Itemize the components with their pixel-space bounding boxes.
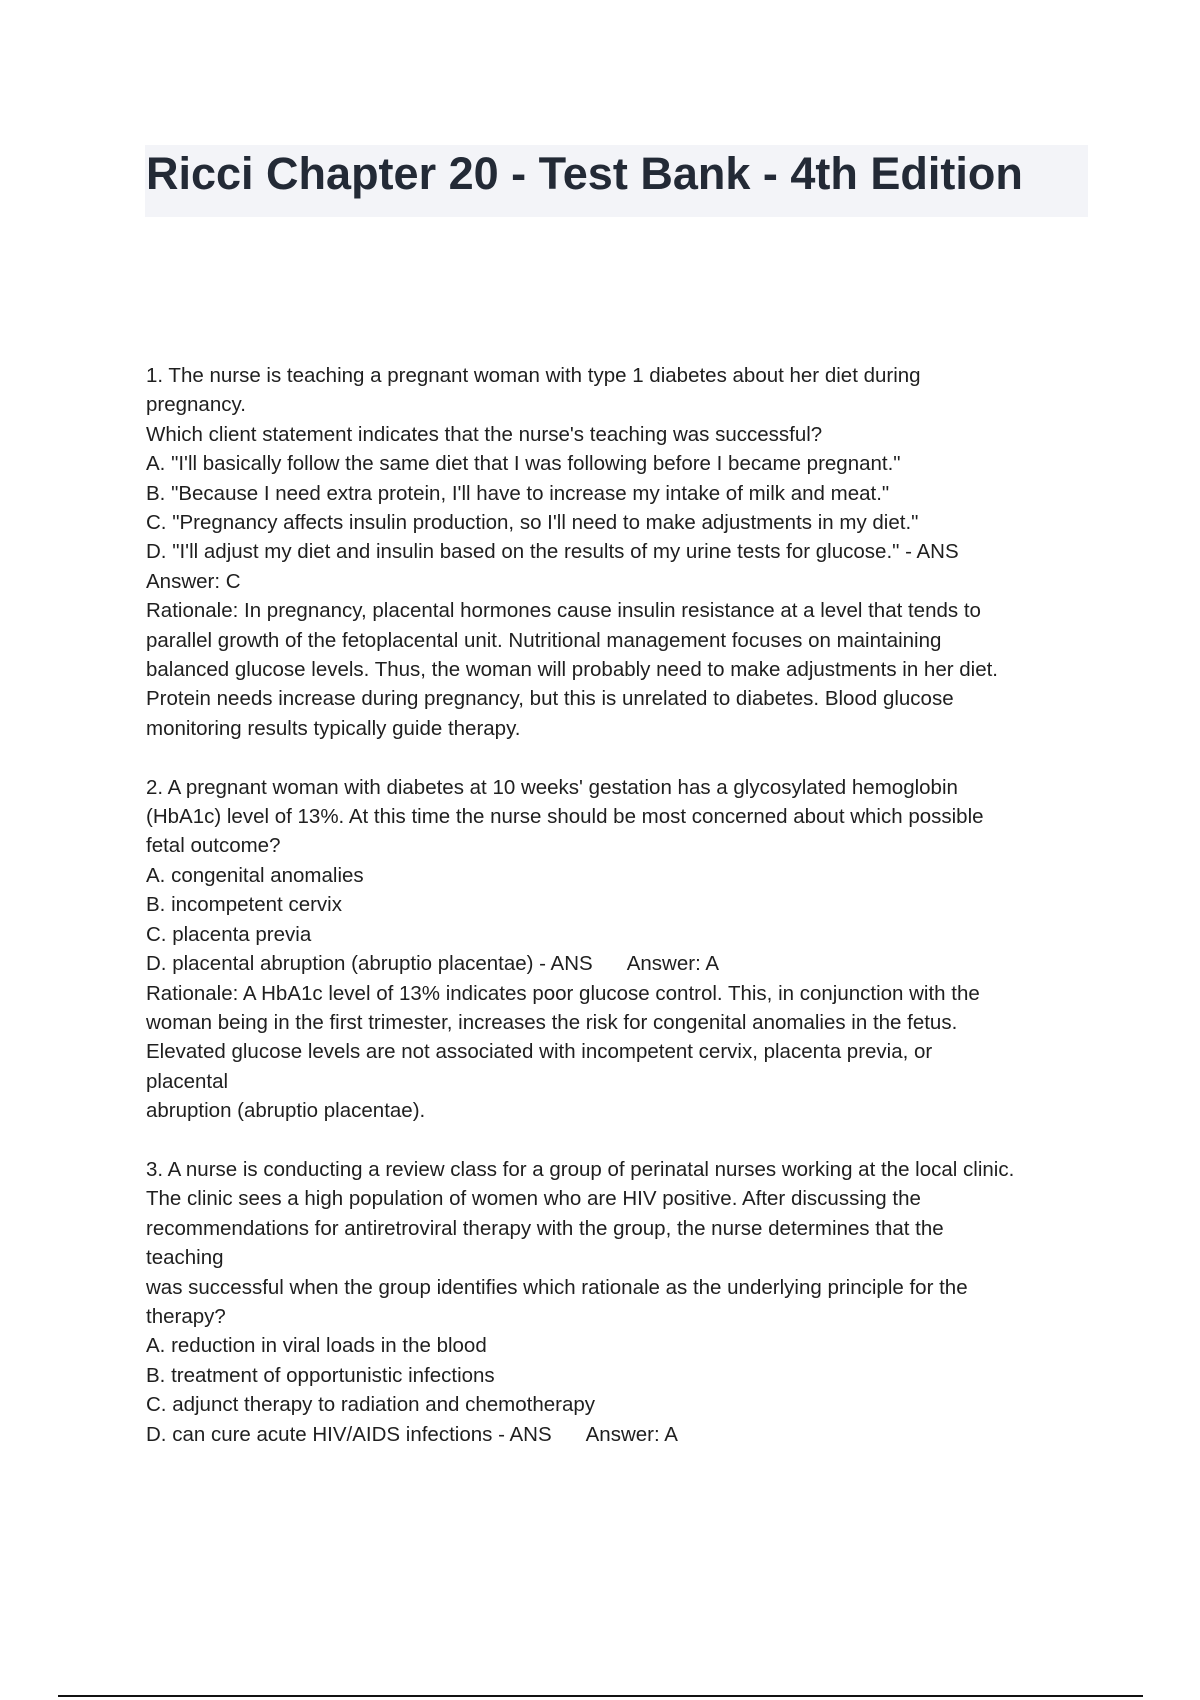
- question-1-option-a: A. "I'll basically follow the same diet that I was following before I became pregnant.": [146, 452, 901, 476]
- question-3-option-c: C. adjunct therapy to radiation and chemotherapy: [146, 1393, 595, 1417]
- question-3-line: was successful when the group identifies which rationale as the underlying principle for the: [146, 1275, 968, 1299]
- question-1-rationale-line: Protein needs increase during pregnancy, but this is unrelated to diabetes. Blood glucose: [146, 687, 954, 711]
- question-2-option-b: B. incompetent cervix: [146, 893, 342, 917]
- question-1: [146, 361, 1096, 743]
- question-1-answer: Answer: C: [146, 569, 241, 593]
- question-3-option-b: B. treatment of opportunistic infections: [146, 1363, 495, 1387]
- question-3-option-a: A. reduction in viral loads in the blood: [146, 1334, 487, 1358]
- question-1-rationale-line: monitoring results typically guide therapy.: [146, 716, 521, 740]
- question-2-rationale-line: Elevated glucose levels are not associated with incompetent cervix, placenta previa, or: [146, 1040, 933, 1064]
- question-2-option-d-row: [146, 949, 1096, 978]
- question-2-line: 2. A pregnant woman with diabetes at 10 weeks' gestation has a glycosylated hemoglobin: [146, 775, 958, 799]
- question-1-line: 1. The nurse is teaching a pregnant woman with type 1 diabetes about her diet during: [146, 364, 921, 387]
- question-2-option-d: D. placental abruption (abruptio placentae) - ANS: [146, 952, 593, 976]
- question-2-answer: Answer: A: [626, 952, 720, 976]
- question-3-line: therapy?: [146, 1304, 226, 1328]
- question-3-line: 3. A nurse is conducting a review class for a group of perinatal nurses working at the local clinic.: [146, 1157, 1015, 1181]
- question-2-line: fetal outcome?: [146, 834, 281, 858]
- footer-divider: [58, 1695, 1143, 1697]
- question-3-answer: Answer: A: [585, 1422, 678, 1446]
- question-2-line: (HbA1c) level of 13%. At this time the nurse should be most concerned about which possible: [146, 805, 984, 829]
- question-content: [146, 361, 1096, 1449]
- question-1-option-d: D. "I'll adjust my diet and insulin based on the results of my urine tests for glucose." - ANS: [146, 540, 959, 564]
- question-1-option-b: B. "Because I need extra protein, I'll have to increase my intake of milk and meat.": [146, 481, 890, 505]
- question-3-line: teaching: [146, 1246, 224, 1270]
- question-1-rationale-line: balanced glucose levels. Thus, the woman will probably need to make adjustments in her diet.: [146, 658, 998, 682]
- question-3-line: The clinic sees a high population of women who are HIV positive. After discussing the: [146, 1187, 921, 1211]
- question-3: [146, 1155, 1096, 1449]
- question-2-rationale-line: abruption (abruptio placentae).: [146, 1099, 426, 1123]
- question-2-rationale-line: woman being in the first trimester, increases the risk for congenital anomalies in the fetus.: [146, 1010, 958, 1034]
- question-2-rationale-line: placental: [146, 1069, 229, 1093]
- question-2: [146, 773, 1096, 1126]
- question-2-option-a: A. congenital anomalies: [146, 863, 364, 887]
- question-2-option-c: C. placenta previa: [146, 922, 312, 946]
- question-1-line: Which client statement indicates that the nurse's teaching was successful?: [146, 422, 823, 446]
- question-1-line: pregnancy.: [146, 393, 246, 417]
- question-3-line: recommendations for antiretroviral therapy with the group, the nurse determines that the: [146, 1216, 944, 1240]
- question-1-rationale-line: parallel growth of the fetoplacental unit. Nutritional management focuses on maintaining: [146, 628, 942, 652]
- document-title: Ricci Chapter 20 - Test Bank - 4th Edition: [146, 148, 1023, 199]
- question-3-option-d-row: [146, 1420, 1096, 1449]
- question-3-option-d: D. can cure acute HIV/AIDS infections - ANS: [146, 1422, 552, 1446]
- question-1-option-c: C. "Pregnancy affects insulin production, so I'll need to make adjustments in my diet.": [146, 511, 919, 535]
- question-1-rationale-line: Rationale: In pregnancy, placental hormones cause insulin resistance at a level that tends to: [146, 599, 981, 623]
- question-2-rationale-line: Rationale: A HbA1c level of 13% indicates poor glucose control. This, in conjunction with the: [146, 981, 980, 1005]
